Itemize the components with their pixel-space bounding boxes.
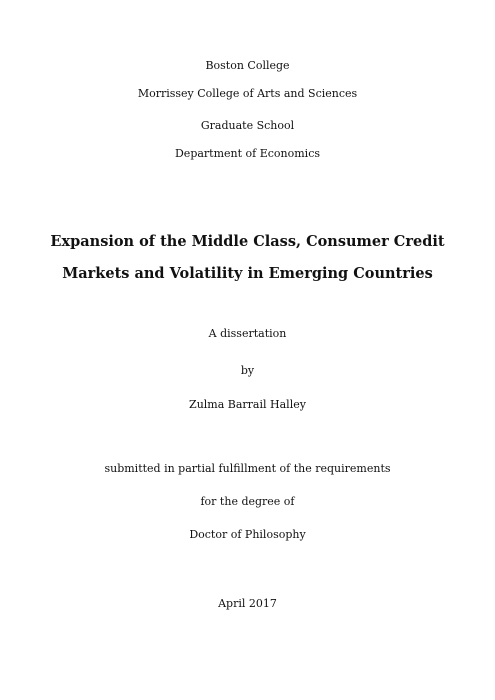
author-name: Zulma Barrail Halley (189, 398, 306, 411)
school-name: Graduate School (200, 119, 295, 132)
degree-intro: for the degree of (200, 495, 295, 508)
dissertation-title-line-1: Expansion of the Middle Class, Consumer Credit (50, 233, 445, 250)
by-label: by (240, 364, 255, 377)
degree-name: Doctor of Philosophy (189, 528, 306, 541)
submission-statement: submitted in partial fulfillment of the requirements (104, 462, 391, 475)
dissertation-title-line-2: Markets and Volatility in Emerging Countries (62, 265, 433, 282)
department-name: Department of Economics (174, 147, 320, 160)
institution-name: Boston College (205, 59, 290, 72)
college-name: Morrissey College of Arts and Sciences (137, 87, 358, 100)
submission-date: April 2017 (218, 597, 277, 610)
document-type: A dissertation (208, 327, 287, 340)
